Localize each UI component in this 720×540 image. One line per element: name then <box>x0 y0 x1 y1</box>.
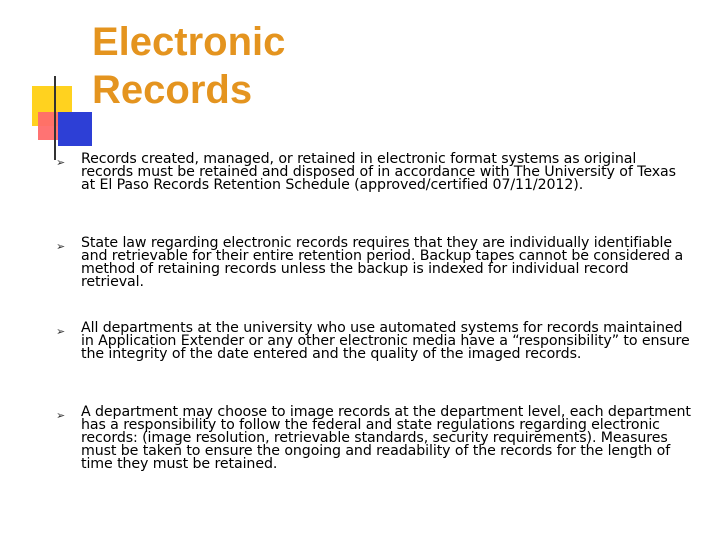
bullet-text: A department may choose to image records at the department level, each department has a responsibility to follow the federal and state regulations regarding electronic records: (image resolution, retrievable standards, security requirements). Measures must be taken to ensure the ongoing and readability of the records for the length of time they must be retained. <box>81 404 691 472</box>
bullet-text: State law regarding electronic records requires that they are individually identifiable and retrievable for their entire retention period. Backup tapes cannot be considered a method of retaining records unless the backup is indexed for individual record retrieval. <box>81 235 684 290</box>
arrow-bullet-icon: ➢ <box>56 240 66 253</box>
arrow-bullet-icon: ➢ <box>56 156 66 169</box>
arrow-bullet-icon: ➢ <box>56 409 66 422</box>
decor-blue-square <box>58 112 92 146</box>
title-line-2: Records <box>92 68 253 112</box>
title-line-1: Electronic <box>92 20 286 64</box>
slide-title <box>92 18 492 114</box>
arrow-bullet-icon: ➢ <box>56 325 66 338</box>
bullet-text: Records created, managed, or retained in electronic format systems as original records must be retained and disposed of in accordance with The University of Texas at El Paso Records Retention Schedule (approved/certified 07/11/2012). <box>81 151 676 193</box>
bullet-text: All departments at the university who use automated systems for records maintained in Application Extender or any other electronic media have a “responsibility” to ensure the integrity of the date entered and the quality of the imaged records. <box>81 320 690 362</box>
decor-vertical-line <box>54 76 56 160</box>
